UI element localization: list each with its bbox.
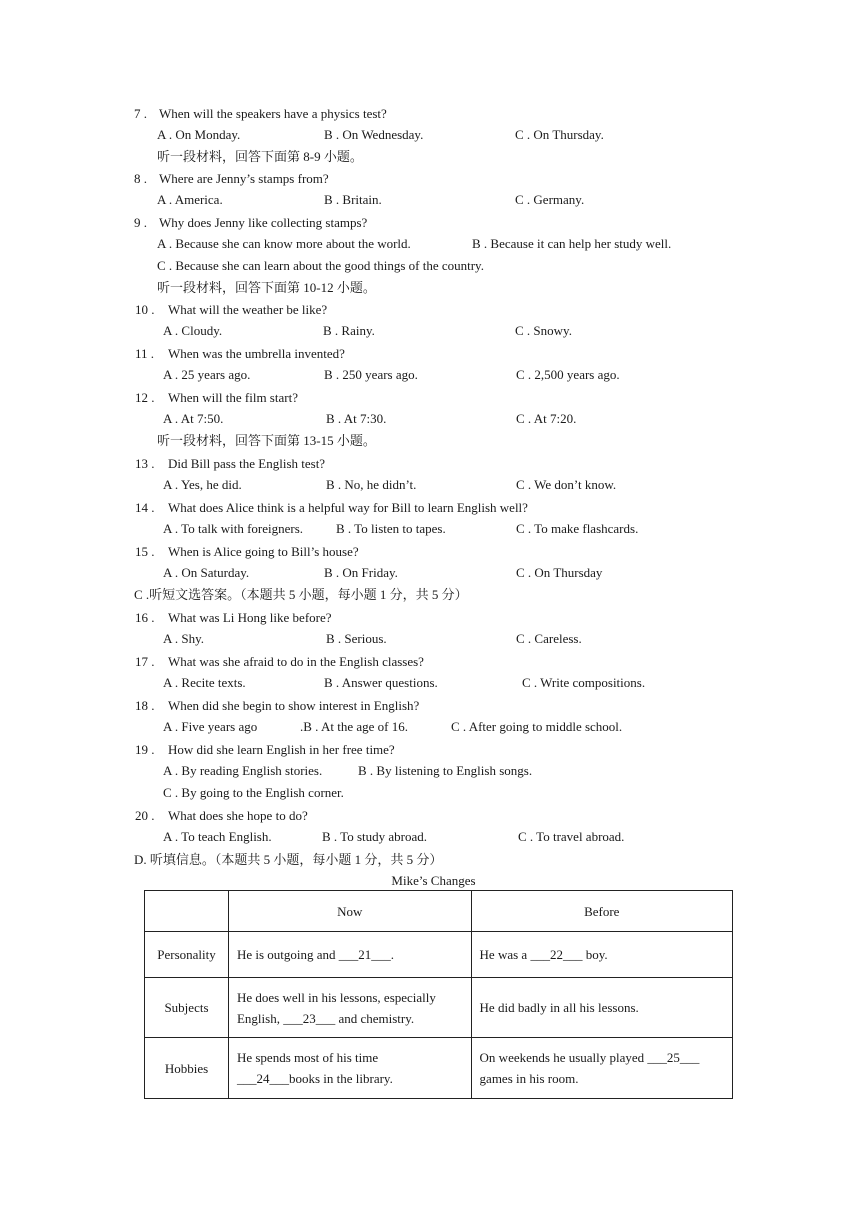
row-label: Hobbies bbox=[145, 1038, 229, 1099]
row-label: Subjects bbox=[145, 978, 229, 1038]
answer-option: C . After going to middle school. bbox=[451, 719, 623, 734]
question-text: What does she hope to do? bbox=[168, 808, 308, 823]
question-number: 12 . bbox=[135, 390, 155, 405]
question-number: 14 . bbox=[135, 500, 155, 515]
question-number: 19 . bbox=[135, 742, 155, 757]
answer-option: B . Answer questions. bbox=[324, 675, 438, 690]
before-cell bbox=[471, 1038, 732, 1099]
answer-option: B . At 7:30. bbox=[326, 411, 387, 426]
question-text: Where are Jenny’s stamps from? bbox=[159, 171, 329, 186]
question-number: 20 . bbox=[135, 808, 155, 823]
answer-option: C . Snowy. bbox=[515, 323, 572, 338]
question-number: 13 . bbox=[135, 456, 155, 471]
answer-option: A . 25 years ago. bbox=[163, 367, 251, 382]
question-text: When did she begin to show interest in English? bbox=[168, 698, 420, 713]
answer-option: C . Because she can learn about the good things of the country. bbox=[157, 258, 484, 273]
question-text: Did Bill pass the English test? bbox=[168, 456, 326, 471]
now-cell-line: He spends most of his time bbox=[236, 1050, 379, 1065]
answer-option: C . To travel abroad. bbox=[518, 829, 625, 844]
table-row bbox=[145, 978, 733, 1038]
answer-option: C . On Thursday bbox=[516, 565, 603, 580]
question-text: How did she learn English in her free time? bbox=[168, 742, 395, 757]
section-d-heading: D. 听填信息。（本题共 5 小题，每小题 1 分，共 5 分） bbox=[134, 852, 443, 867]
section-c-heading: C .听短文选答案。（本题共 5 小题，每小题 1 分，共 5 分） bbox=[134, 587, 468, 602]
answer-option: A . On Saturday. bbox=[163, 565, 250, 580]
answer-option: A . Because she can know more about the world. bbox=[157, 236, 411, 251]
question-text: When will the speakers have a physics test? bbox=[159, 106, 387, 121]
answer-option: C . We don’t know. bbox=[516, 477, 617, 492]
header-now: Now bbox=[228, 891, 471, 932]
table-row bbox=[145, 932, 733, 978]
answer-option: B . Rainy. bbox=[323, 323, 375, 338]
question-text: What was she afraid to do in the English classes? bbox=[168, 654, 424, 669]
question-number: 15 . bbox=[135, 544, 155, 559]
question-text: Why does Jenny like collecting stamps? bbox=[159, 215, 368, 230]
question-text: When was the umbrella invented? bbox=[168, 346, 345, 361]
table-row bbox=[145, 1038, 733, 1099]
answer-option: B . To study abroad. bbox=[322, 829, 428, 844]
answer-option: C . At 7:20. bbox=[516, 411, 577, 426]
before-cell: He did badly in all his lessons. bbox=[471, 978, 732, 1038]
now-cell: He is outgoing and ___21___. bbox=[228, 932, 471, 978]
changes-table bbox=[144, 890, 733, 1099]
answer-option: A . To talk with foreigners. bbox=[163, 521, 304, 536]
question-number: 9 . bbox=[134, 215, 147, 230]
answer-option: B . Britain. bbox=[324, 192, 382, 207]
answer-option: B . On Friday. bbox=[324, 565, 398, 580]
question-text: What was Li Hong like before? bbox=[168, 610, 332, 625]
instruction-text: 听一段材料，回答下面第 13-15 小题。 bbox=[157, 433, 376, 448]
question-text: When is Alice going to Bill’s house? bbox=[168, 544, 359, 559]
now-cell-line: He does well in his lessons, especially bbox=[236, 989, 436, 1005]
question-number: 7 . bbox=[134, 106, 147, 121]
before-cell-line: On weekends he usually played ___25___ bbox=[479, 1050, 700, 1065]
question-text: When will the film start? bbox=[168, 390, 298, 405]
table-title: Mike’s Changes bbox=[391, 873, 476, 888]
before-cell-line: games in his room. bbox=[479, 1071, 579, 1086]
answer-option: C . To make flashcards. bbox=[516, 521, 639, 536]
answer-option: A . Cloudy. bbox=[163, 323, 223, 338]
answer-option: A . Five years ago bbox=[163, 719, 258, 734]
answer-option: A . At 7:50. bbox=[163, 411, 224, 426]
row-label: Personality bbox=[145, 932, 229, 978]
answer-option: C . On Thursday. bbox=[515, 127, 604, 142]
answer-option: C . By going to the English corner. bbox=[163, 785, 344, 800]
before-cell: He was a ___22___ boy. bbox=[471, 932, 732, 978]
answer-option: C . Careless. bbox=[516, 631, 582, 646]
instruction-text: 听一段材料，回答下面第 8-9 小题。 bbox=[157, 149, 363, 164]
answer-option: B . No, he didn’t. bbox=[326, 477, 417, 492]
question-number: 10 . bbox=[135, 302, 155, 317]
answer-option: A . Shy. bbox=[163, 631, 205, 646]
answer-option: A . By reading English stories. bbox=[163, 763, 323, 778]
answer-option: A . To teach English. bbox=[163, 829, 272, 844]
now-cell bbox=[228, 978, 471, 1038]
answer-option: C . 2,500 years ago. bbox=[516, 367, 620, 382]
answer-option: A . Recite texts. bbox=[163, 675, 246, 690]
now-cell bbox=[228, 1038, 471, 1099]
question-text: What does Alice think is a helpful way for Bill to learn English well? bbox=[168, 500, 528, 515]
answer-option: B . Because it can help her study well. bbox=[472, 236, 672, 251]
answer-option: B . On Wednesday. bbox=[324, 127, 424, 142]
header-empty-cell bbox=[145, 891, 229, 932]
now-cell-line: English, ___23___ and chemistry. bbox=[236, 1010, 415, 1026]
question-number: 16 . bbox=[135, 610, 155, 625]
question-number: 18 . bbox=[135, 698, 155, 713]
now-cell-line: ___24___books in the library. bbox=[236, 1071, 393, 1086]
answer-option: .B . At the age of 16. bbox=[300, 719, 408, 734]
instruction-text: 听一段材料，回答下面第 10-12 小题。 bbox=[157, 280, 376, 295]
answer-option: C . Write compositions. bbox=[522, 675, 646, 690]
answer-option: B . 250 years ago. bbox=[324, 367, 418, 382]
table-header-row bbox=[145, 891, 733, 932]
answer-option: A . Yes, he did. bbox=[163, 477, 242, 492]
question-number: 17 . bbox=[135, 654, 155, 669]
question-number: 11 . bbox=[135, 346, 155, 361]
answer-option: A . On Monday. bbox=[157, 127, 241, 142]
answer-option: B . To listen to tapes. bbox=[336, 521, 446, 536]
answer-option: C . Germany. bbox=[515, 192, 585, 207]
question-number: 8 . bbox=[134, 171, 147, 186]
header-before: Before bbox=[471, 891, 732, 932]
question-text: What will the weather be like? bbox=[168, 302, 328, 317]
answer-option: A . America. bbox=[157, 192, 223, 207]
answer-option: B . Serious. bbox=[326, 631, 387, 646]
answer-option: B . By listening to English songs. bbox=[358, 763, 533, 778]
